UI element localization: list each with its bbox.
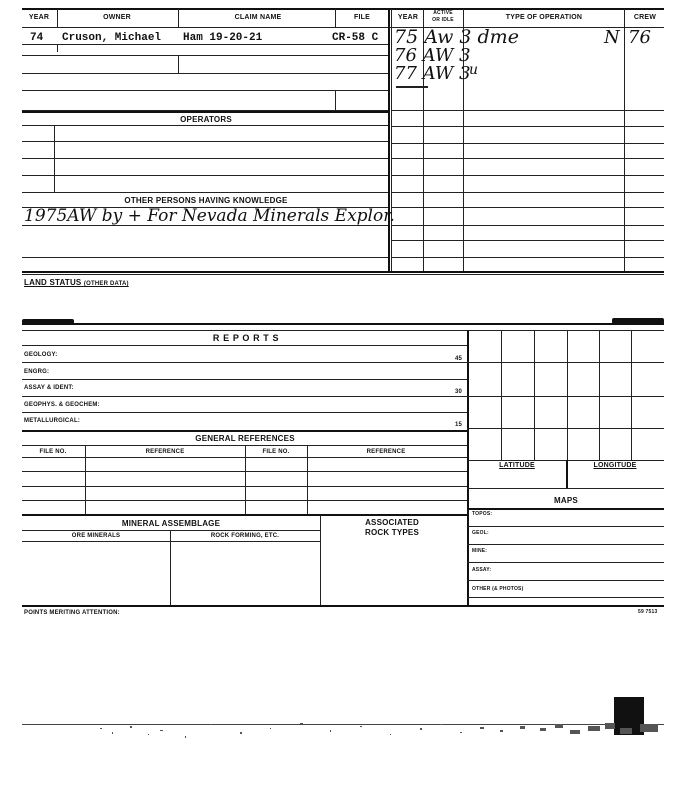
top-border	[22, 8, 664, 10]
gr-reference-2: REFERENCE	[366, 449, 406, 455]
mineral-assemblage-title: MINERAL ASSEMBLAGE	[121, 519, 221, 528]
right-row-rule-4	[391, 158, 664, 159]
main-vertical-divider	[388, 9, 390, 272]
associated-label: ASSOCIATED	[365, 518, 419, 527]
gr-row-3	[22, 500, 467, 501]
points-meriting-attention: POINTS MERITING ATTENTION:	[24, 610, 120, 616]
knowledge-title: OTHER PERSONS HAVING KNOWLEDGE	[124, 196, 288, 205]
left-row-rule-1	[22, 44, 388, 45]
grid-col-5	[631, 330, 632, 460]
reports-num-15: 15	[455, 422, 463, 428]
header-crew: CREW	[633, 14, 657, 21]
record-year: 74	[30, 32, 44, 44]
ore-minerals-label: ORE MINERALS	[71, 533, 121, 539]
record-file: CR-58 C	[332, 32, 379, 44]
activity-line-3-suffix: u	[469, 62, 479, 78]
header-owner: OWNER	[103, 14, 131, 21]
reports-geology: GEOLOGY:	[24, 352, 58, 358]
maps-mine: MINE:	[472, 548, 488, 554]
col-sep-year	[57, 9, 58, 27]
maps-topos: TOPOS:	[472, 511, 493, 517]
record-owner: Cruson, Michael	[62, 32, 162, 44]
maps-title: MAPS	[554, 496, 578, 505]
lat-long-bottom	[467, 488, 664, 489]
maps-header-rule	[467, 508, 664, 510]
record-claim-name: Ham 19-20-21	[183, 32, 263, 44]
ma-associated-divider	[320, 515, 321, 605]
ma-subheader-rule	[22, 541, 320, 542]
col-sep-type	[624, 9, 625, 272]
maps-row-1	[467, 526, 664, 527]
file-row-tick	[335, 90, 336, 110]
header-bottom-rule	[22, 27, 664, 28]
latitude-label: LATITUDE	[499, 462, 535, 469]
right-row-rule-5	[391, 175, 664, 176]
rock-types-label: ROCK TYPES	[364, 528, 420, 537]
gr-col-sep-1	[85, 445, 86, 515]
right-row-rule-7	[391, 207, 664, 208]
top-section-bottom	[22, 271, 664, 273]
crew-mark: N	[604, 27, 620, 48]
lat-long-divider	[566, 460, 568, 488]
grid-col-2	[534, 330, 535, 460]
maps-row-4	[467, 580, 664, 581]
right-row-rule-3	[391, 143, 664, 144]
operators-top-rule	[22, 111, 388, 113]
land-status-title	[24, 278, 129, 287]
longitude-label: LONGITUDE	[593, 462, 637, 469]
left-row-rule-3	[22, 73, 388, 74]
rock-forming-label: ROCK FORMING, ETC.	[210, 533, 280, 539]
activity-line-1: 75 Aw 3 dme	[394, 26, 519, 48]
gr-file-no-1: FILE NO.	[39, 449, 67, 455]
reports-row-4	[22, 412, 467, 413]
knowledge-row-1	[22, 225, 388, 226]
operators-header-rule	[22, 125, 388, 126]
activity-line-3: 77 AW 3	[394, 63, 471, 84]
grid-row-3	[467, 428, 664, 429]
reports-metallurgical: METALLURGICAL:	[24, 418, 81, 424]
reports-header-rule	[22, 345, 467, 346]
operators-row-4	[22, 192, 388, 193]
gr-row-2	[22, 486, 467, 487]
reports-right-divider	[467, 330, 469, 606]
owner-row-tick	[57, 44, 58, 52]
ink-mark-left	[22, 319, 74, 324]
reports-geophys: GEOPHYS. & GEOCHEM:	[24, 402, 100, 408]
scan-noise	[100, 718, 664, 754]
reports-num-30: 30	[455, 389, 463, 395]
reports-assay: ASSAY & IDENT:	[24, 385, 74, 391]
gr-reference-1: REFERENCE	[145, 449, 185, 455]
header-year-2: YEAR	[397, 14, 419, 21]
grid-col-4	[599, 330, 600, 460]
maps-row-2	[467, 544, 664, 545]
reports-bottom-rule	[22, 430, 467, 432]
knowledge-entry: 1975AW by + For Nevada Minerals Explor.	[24, 206, 395, 226]
gr-row-1	[22, 471, 467, 472]
reports-row-1	[22, 362, 467, 363]
grid-row-1	[467, 362, 664, 363]
operators-row-1	[22, 141, 388, 142]
right-row-rule-6	[391, 192, 664, 193]
operators-row-2	[22, 158, 388, 159]
land-status-label: LAND STATUS	[24, 278, 82, 287]
operators-margin-line	[54, 125, 55, 193]
maps-row-5	[467, 597, 664, 598]
grid-col-1	[501, 330, 502, 460]
activity-underline	[396, 86, 428, 88]
gr-file-no-2: FILE NO.	[262, 449, 290, 455]
header-file: FILE	[354, 14, 370, 21]
maps-other: OTHER (& PHOTOS)	[472, 586, 524, 592]
main-vertical-divider-inner	[391, 9, 392, 272]
left-row-rule-4	[22, 90, 388, 91]
grid-row-2	[467, 396, 664, 397]
maps-row-3	[467, 562, 664, 563]
right-row-rule-10	[391, 257, 664, 258]
knowledge-row-2	[22, 257, 388, 258]
top-section-bottom-inner	[22, 274, 664, 275]
maps-geol: GEOL:	[472, 530, 489, 536]
right-row-rule-9	[391, 240, 664, 241]
reports-row-2	[22, 379, 467, 380]
land-status-rule	[22, 323, 664, 325]
claim-row-tick	[178, 55, 179, 73]
gr-bottom-rule	[22, 514, 467, 516]
general-references-title: GENERAL REFERENCES	[195, 434, 295, 443]
header-year: YEAR	[28, 14, 50, 21]
operators-title: OPERATORS	[180, 115, 232, 124]
ink-mark-right	[612, 318, 664, 324]
header-claim-name: CLAIM NAME	[234, 14, 282, 21]
ma-header-rule	[22, 530, 320, 531]
reports-title: R E P O R T S	[212, 333, 280, 343]
col-sep-owner	[178, 9, 179, 27]
form-number: 59 7513	[638, 609, 658, 615]
right-row-rule-1	[391, 110, 664, 111]
gr-col-sep-2	[245, 445, 246, 515]
header-type-of-operation: TYPE OF OPERATION	[505, 14, 583, 21]
crew-value: 76	[628, 27, 651, 48]
form-bottom-rule	[22, 605, 664, 607]
grid-col-3	[567, 330, 568, 460]
left-row-rule-2	[22, 55, 388, 56]
header-active: ACTIVE	[433, 10, 453, 16]
header-or-idle: OR IDLE	[432, 17, 454, 23]
col-sep-claim	[335, 9, 336, 27]
right-row-rule-8	[391, 225, 664, 226]
right-row-rule-2	[391, 126, 664, 127]
reports-row-3	[22, 396, 467, 397]
gr-col-sep-3	[307, 445, 308, 515]
operators-row-3	[22, 175, 388, 176]
maps-assay: ASSAY:	[472, 567, 492, 573]
scan-noise-dots	[100, 723, 658, 738]
reports-num-45: 45	[455, 356, 463, 362]
land-status-subtitle: (OTHER DATA)	[83, 281, 129, 287]
activity-line-2: 76 AW 3	[394, 45, 471, 66]
reports-engrg: ENGRG:	[24, 369, 50, 375]
